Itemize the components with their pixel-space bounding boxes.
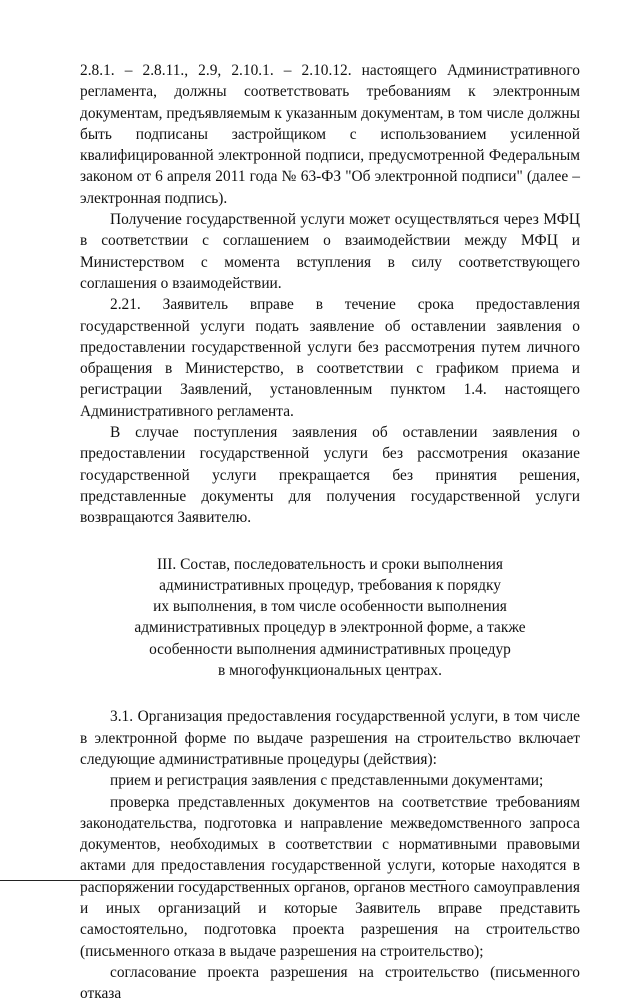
section-heading-line: их выполнения, в том числе особенности выполнения [153, 598, 507, 616]
section-heading-line: в многофункциональных центрах. [218, 662, 442, 680]
paragraph: Получение государственной услуги может осуществляться через МФЦ в соответствии с соглашением о взаимодействии между МФЦ и Министерством с момента вступления в силу соответствующего соглашения о взаимодействии. [80, 211, 580, 292]
bottom-rule [0, 880, 446, 881]
section-heading-line: административных процедур в электронной форме, а также [134, 619, 526, 637]
paragraph: прием и регистрация заявления с представленными документами; [110, 772, 544, 790]
paragraphs-bottom [80, 706, 580, 1004]
document-body [80, 60, 580, 1004]
paragraph: согласование проекта разрешения на строительство (письменного отказа [80, 963, 580, 1003]
paragraph: В случае поступления заявления об оставлении заявления о предоставлении государственной услуги без рассмотрения оказание государственной услуги прекращается без принятия решения, представленные документы для получения государственной услуги возвращаются Заявителю. [80, 424, 580, 527]
paragraph: проверка представленных документов на соответствие требованиям законодательства, подготовка и направление межведомственного запроса документов, необходимых в соответствии с нормативными правовыми актами для предоставления государственной услуги, которые находятся в распоряжении государственных органов, органов местного самоуправления и иных организаций и которые Заявитель вправе представить самостоятельно, подготовка проекта разрешения на строительство (письменного отказа в выдаче разрешения на строительство); [80, 793, 580, 960]
section-heading-line: III. Состав, последовательность и сроки выполнения [157, 555, 503, 573]
paragraph: 3.1. Организация предоставления государственной услуги, в том числе в электронной форме по выдаче разрешения на строительство включает следующие административные процедуры (действия): [80, 708, 580, 768]
paragraph: 2.21. Заявитель вправе в течение срока предоставления государственной услуги подать заявление об оставлении заявления о предоставлении государственной услуги без рассмотрения путем личного обращения в Министерство, в соответствии с графиком приема и регистрации Заявлений, установленным пунктом 1.4. настоящего Административного регламента. [80, 296, 580, 420]
section-heading [80, 554, 580, 682]
section-heading-line: административных процедур, требования к порядку [159, 576, 501, 594]
section-heading-line: особенности выполнения административных процедур [149, 640, 511, 658]
paragraphs-top [80, 60, 580, 529]
paragraph: 2.8.1. – 2.8.11., 2.9, 2.10.1. – 2.10.12. настоящего Административного регламента, должны соответствовать требованиям к электронным документам, предъявляемым к указанным документам, в том числе должны быть подписаны застройщиком с использованием усиленной квалифицированной электронной подписи, предусмотренной Федеральным законом от 6 апреля 2011 года № 63-ФЗ "Об электронной подписи" (далее – электронная подпись). [80, 62, 580, 207]
